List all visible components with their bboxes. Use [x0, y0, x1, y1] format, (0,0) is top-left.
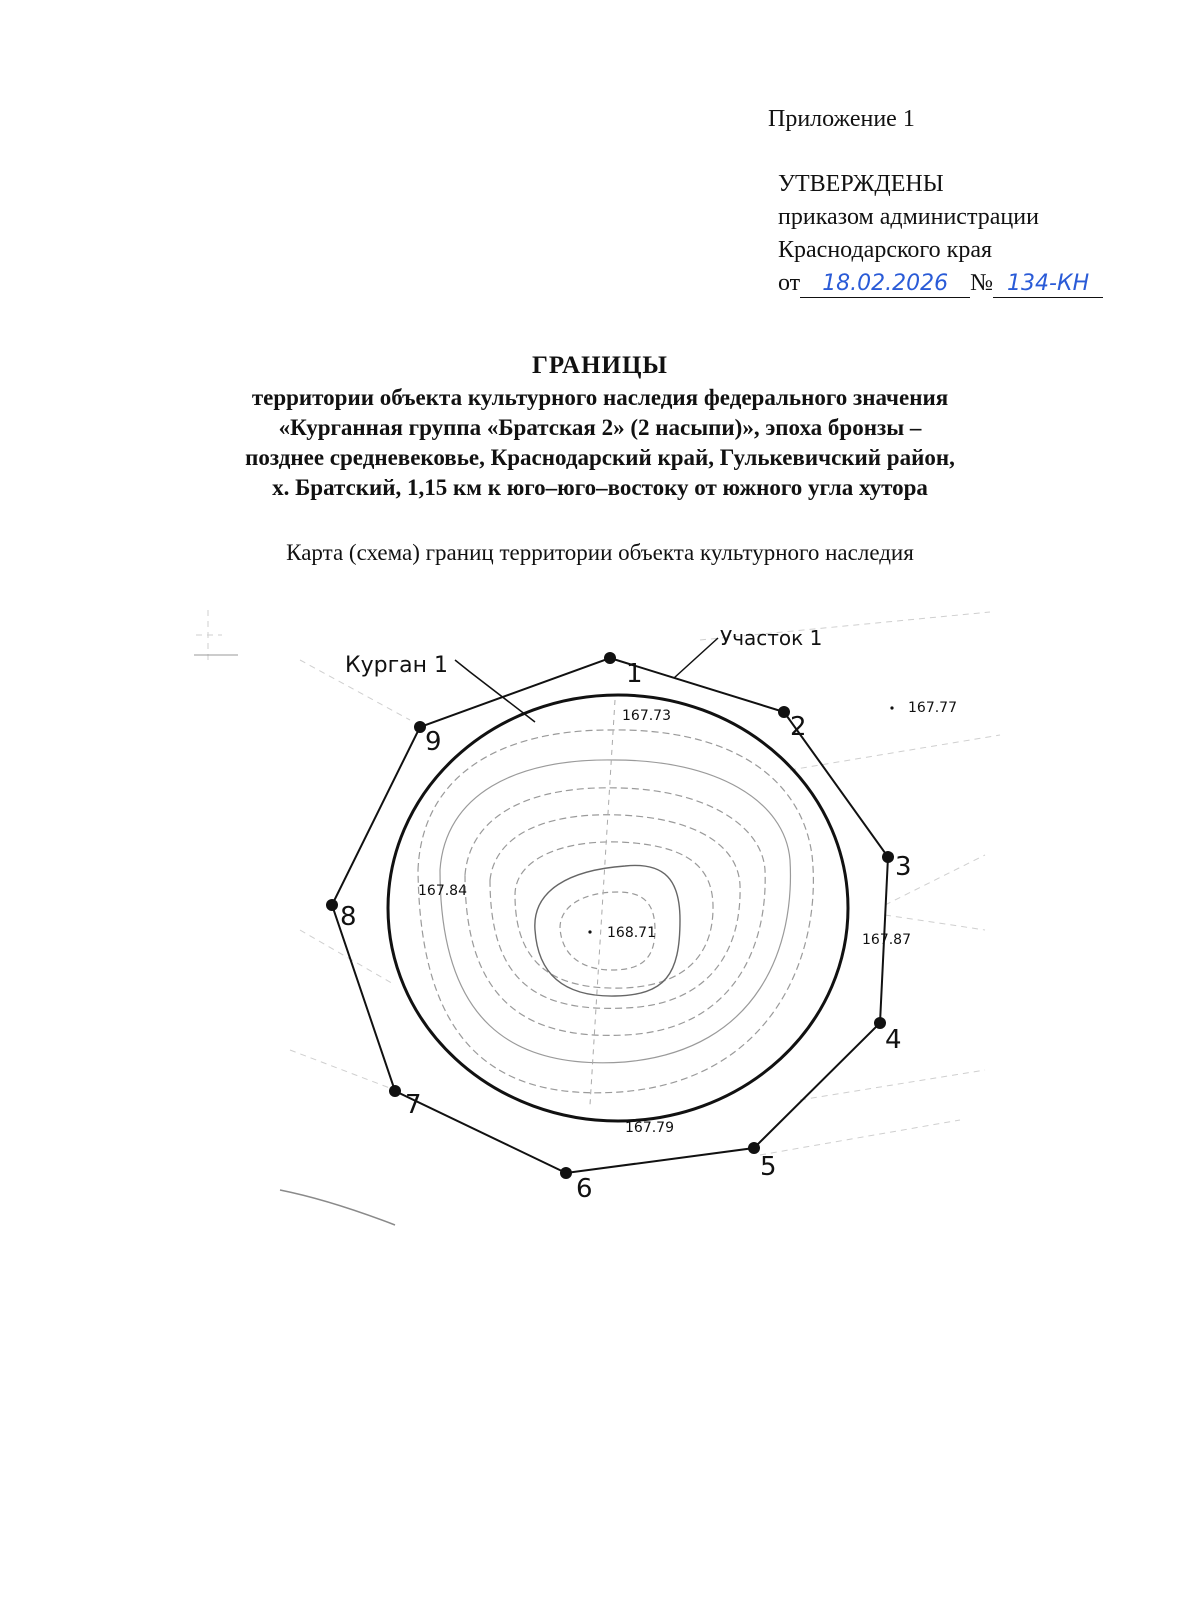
- vertex-7: [389, 1085, 401, 1097]
- approval-line-2: приказом администрации: [778, 204, 1039, 230]
- vertex-label-8: 8: [340, 902, 357, 932]
- mound-boundary-circle: [388, 695, 848, 1121]
- vertex-label-5: 5: [760, 1152, 777, 1182]
- subtitle-line-4: х. Братский, 1,15 км к юго–юго–востоку от южного угла хутора: [272, 475, 928, 500]
- vertex-8: [326, 899, 338, 911]
- subtitle-line-2: «Курганная группа «Братская 2» (2 насыпи)», эпоха бронзы –: [278, 415, 922, 440]
- elevation-center: 168.71: [607, 925, 656, 941]
- elevation-outside-east: 167.77: [908, 700, 957, 716]
- number-prefix: №: [970, 270, 994, 296]
- subtitle-line-3: позднее средневековье, Краснодарский край, Гулькевичский район,: [245, 445, 955, 470]
- elevation-west: 167.84: [418, 883, 467, 899]
- appendix-label: Приложение 1: [768, 106, 915, 132]
- elevation-point-outside-east: [890, 706, 893, 709]
- elevation-east: 167.87: [862, 932, 911, 948]
- vertex-label-3: 3: [895, 852, 912, 882]
- date-prefix: от: [778, 270, 801, 296]
- approval-line-3: Краснодарского края: [778, 237, 993, 263]
- mound-label: Курган 1: [345, 653, 449, 678]
- vertex-label-1: 1: [626, 659, 643, 689]
- elevation-north: 167.73: [622, 708, 671, 724]
- vertex-label-2: 2: [790, 712, 807, 742]
- terrain-lines: [196, 610, 1000, 1155]
- contour-lines: [418, 730, 813, 1093]
- vertex-3: [882, 851, 894, 863]
- plot-leader-line: [674, 638, 718, 678]
- vertex-label-4: 4: [885, 1025, 902, 1055]
- vertex-label-9: 9: [425, 727, 442, 757]
- mound-leader-line: [455, 660, 535, 722]
- plot-label: Участок 1: [720, 626, 823, 650]
- document-title: ГРАНИЦЫ: [532, 352, 668, 379]
- vertex-2: [778, 706, 790, 718]
- vertex-5: [748, 1142, 760, 1154]
- vertex-label-6: 6: [576, 1174, 593, 1204]
- vertex-1: [604, 652, 616, 664]
- elevation-point-center: [588, 930, 591, 933]
- subtitle-line-1: территории объекта культурного наследия федерального значения: [251, 385, 949, 410]
- elevation-south: 167.79: [625, 1120, 674, 1136]
- elevation-marks: [418, 700, 957, 1136]
- handwritten-number: 134-КН: [993, 271, 1103, 298]
- vertex-6: [560, 1167, 572, 1179]
- map-caption: Карта (схема) границ территории объекта культурного наследия: [286, 540, 914, 565]
- handwritten-date: 18.02.2026: [800, 271, 970, 298]
- vertex-label-7: 7: [405, 1090, 422, 1120]
- approval-line-1: УТВЕРЖДЕНЫ: [778, 171, 944, 197]
- terrain-edge-line: [280, 1190, 395, 1225]
